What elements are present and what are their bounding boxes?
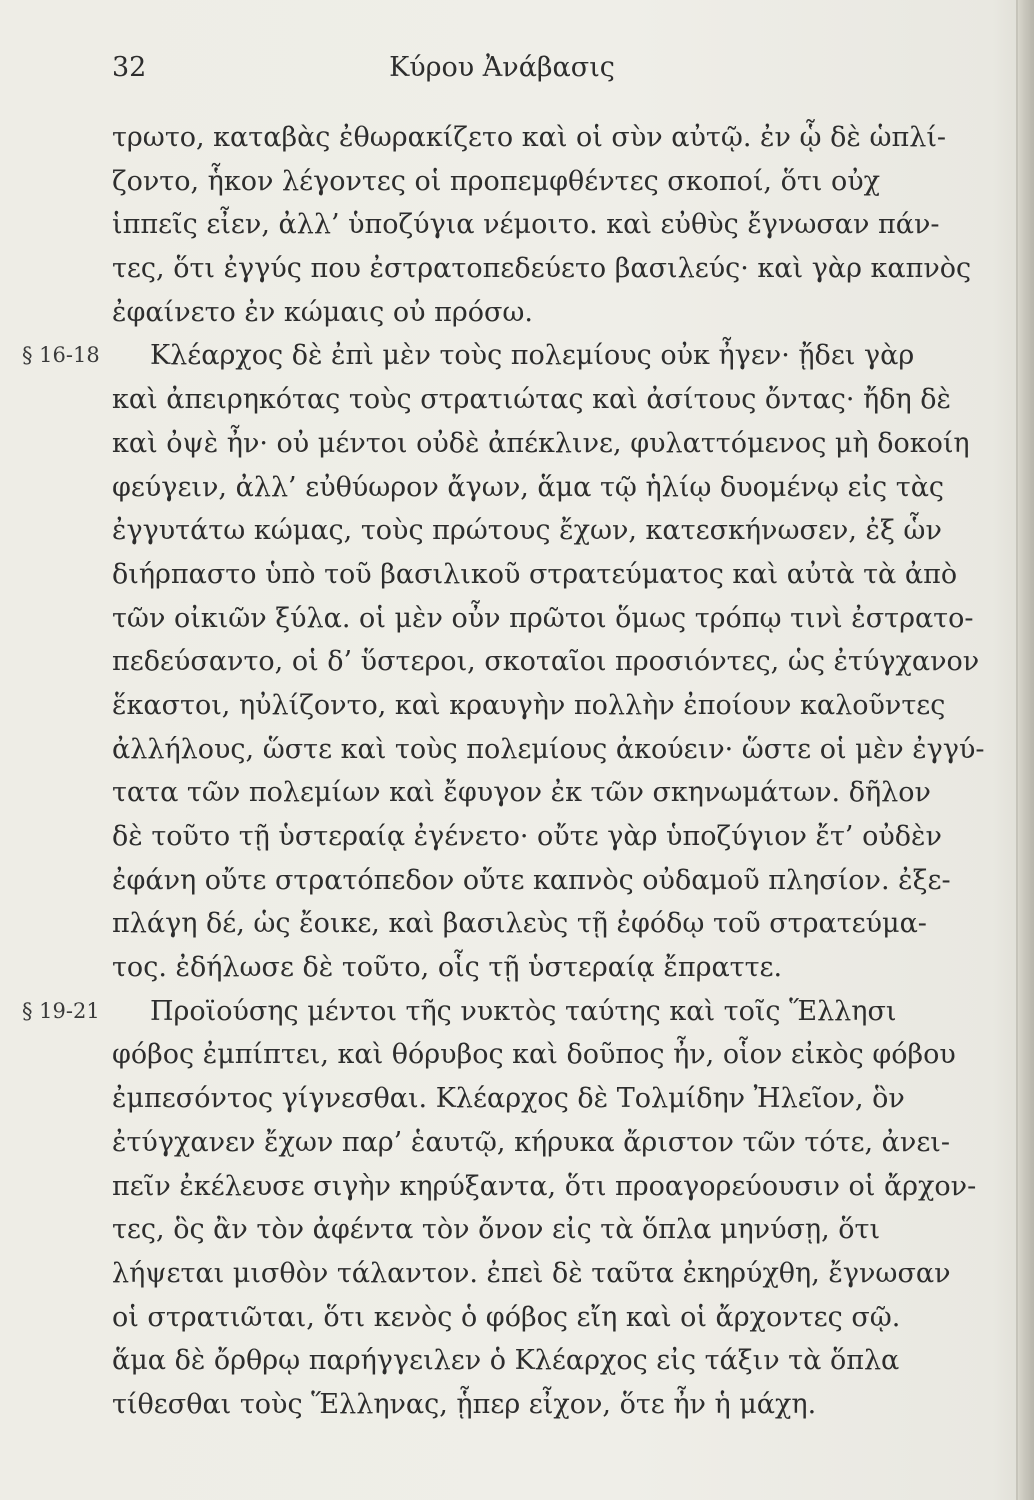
text-line [0, 334, 1000, 378]
line-text: καὶ ὀψὲ ἦν· οὐ μέντοι οὐδὲ ἀπέκλινε, φυλαττόμενος μὴ δοκοίη [112, 427, 970, 459]
page-number: 32 [112, 52, 147, 83]
text-line [0, 203, 1000, 247]
text-line [0, 291, 1000, 335]
text-line [0, 771, 1000, 815]
text-line [0, 116, 1000, 160]
line-text: ἐγγυτάτω κώμας, τοὺς πρώτους ἔχων, κατεσκήνωσεν, ἐξ ὧν [112, 515, 942, 547]
text-line [0, 422, 1000, 466]
line-text: ἐφάνη οὔτε στρατόπεδον οὔτε καπνὸς οὐδαμοῦ πλησίον. ἐξε- [112, 864, 951, 896]
line-text: τατα τῶν πολεμίων καὶ ἔφυγον ἐκ τῶν σκηνωμάτων. δῆλον [112, 777, 931, 809]
running-title: Κύρου Ἀνάβασις [389, 52, 615, 83]
line-text: τίθεσθαι τοὺς Ἕλληνας, ᾗπερ εἶχον, ὅτε ἦν ἡ μάχη. [112, 1388, 817, 1420]
line-text: τῶν οἰκιῶν ξύλα. οἱ μὲν οὖν πρῶτοι ὅμως τρόπῳ τινὶ ἐστρατο- [112, 602, 974, 634]
line-text: φόβος ἐμπίπτει, καὶ θόρυβος καὶ δοῦπος ἦν, οἷον εἰκὸς φόβου [112, 1039, 956, 1071]
text-line [0, 1252, 1000, 1296]
text-line [0, 684, 1000, 728]
line-text: καὶ ἀπειρηκότας τοὺς στρατιώτας καὶ ἀσίτους ὄντας· ἤδη δὲ [112, 384, 951, 416]
line-text: λήψεται μισθὸν τάλαντον. ἐπεὶ δὲ ταῦτα ἐκηρύχθη, ἔγνωσαν [112, 1257, 951, 1289]
line-text: Κλέαρχος δὲ ἐπὶ μὲν τοὺς πολεμίους οὐκ ἦγεν· ᾔδει γὰρ [150, 340, 915, 372]
line-text: τρωτο, καταβὰς ἐθωρακίζετο καὶ οἱ σὺν αὐτῷ. ἐν ᾧ δὲ ὡπλί- [112, 122, 947, 153]
text-line [0, 640, 1000, 684]
text-line [0, 1296, 1000, 1340]
text-line [0, 1033, 1000, 1077]
text-line [0, 859, 1000, 903]
line-text: φεύγειν, ἀλλ’ εὐθύωρον ἄγων, ἅμα τῷ ἡλίῳ δυομένῳ εἰς τὰς [112, 471, 945, 503]
text-line [0, 597, 1000, 641]
text-line [0, 160, 1000, 204]
text-line [0, 1339, 1000, 1383]
line-text: ἕκαστοι, ηὐλίζοντο, καὶ κραυγὴν πολλὴν ἐποίουν καλοῦντες [112, 689, 946, 721]
line-text: τος. ἐδήλωσε δὲ τοῦτο, οἷς τῇ ὑστεραίᾳ ἔπραττε. [112, 952, 783, 984]
text-line [0, 1383, 1000, 1427]
line-text: ἐμπεσόντος γίγνεσθαι. Κλέαρχος δὲ Τολμίδην Ἠλεῖον, ὃν [112, 1083, 905, 1115]
line-text: πεῖν ἐκέλευσε σιγὴν κηρύξαντα, ὅτι προαγορεύουσιν οἱ ἄρχον- [112, 1170, 977, 1202]
line-text: ζοντο, ἧκον λέγοντες οἱ προπεμφθέντες σκοποί, ὅτι οὐχ [112, 165, 880, 197]
section-marker: § 19-21 [22, 998, 100, 1023]
section-marker: § 16-18 [22, 343, 100, 368]
text-line [0, 990, 1000, 1034]
text-line [0, 509, 1000, 553]
text-line [0, 946, 1000, 990]
line-text: πλάγη δέ, ὡς ἔοικε, καὶ βασιλεὺς τῇ ἐφόδῳ τοῦ στρατεύμα- [112, 908, 927, 940]
text-line [0, 1121, 1000, 1165]
line-text: δὲ τοῦτο τῇ ὑστεραίᾳ ἐγένετο· οὔτε γὰρ ὑποζύγιον ἔτ’ οὐδὲν [112, 821, 942, 852]
text-line [0, 902, 1000, 946]
line-text: διήρπαστο ὑπὸ τοῦ βασιλικοῦ στρατεύματος καὶ αὐτὰ τὰ ἀπὸ [112, 558, 958, 590]
line-text: ἀλλήλους, ὥστε καὶ τοὺς πολεμίους ἀκούειν· ὥστε οἱ μὲν ἐγγύ- [112, 733, 985, 765]
text-line [0, 466, 1000, 510]
text-line [0, 728, 1000, 772]
text-line [0, 1077, 1000, 1121]
line-text: οἱ στρατιῶται, ὅτι κενὸς ὁ φόβος εἴη καὶ οἱ ἄρχοντες σῷ. [112, 1301, 901, 1333]
text-line [0, 378, 1000, 422]
line-text: Προϊούσης μέντοι τῆς νυκτὸς ταύτης καὶ τοῖς Ἕλλησι [150, 995, 897, 1027]
text-line [0, 553, 1000, 597]
line-text: ἐφαίνετο ἐν κώμαις οὐ πρόσω. [112, 296, 533, 328]
line-text: πεδεύσαντο, οἱ δ’ ὕστεροι, σκοταῖοι προσιόντες, ὡς ἐτύγχανον [112, 646, 980, 678]
line-text: τες, ὅτι ἐγγύς που ἐστρατοπεδεύετο βασιλεύς· καὶ γὰρ καπνὸς [112, 253, 972, 285]
line-text: ἱππεῖς εἶεν, ἀλλ’ ὑποζύγια νέμοιτο. καὶ εὐθὺς ἔγνωσαν πάν- [112, 209, 940, 241]
page-edge [1018, 0, 1034, 1500]
line-text: ἐτύγχανεν ἔχων παρ’ ἑαυτῷ, κήρυκα ἄριστον τῶν τότε, ἀνει- [112, 1126, 951, 1158]
body-text [0, 116, 1000, 1427]
page-header [112, 52, 892, 92]
text-line [0, 1165, 1000, 1209]
text-line [0, 815, 1000, 859]
line-text: ἅμα δὲ ὄρθρῳ παρήγγειλεν ὁ Κλέαρχος εἰς τάξιν τὰ ὅπλα [112, 1345, 900, 1377]
text-line [0, 1208, 1000, 1252]
text-line [0, 247, 1000, 291]
line-text: τες, ὃς ἂν τὸν ἀφέντα τὸν ὄνον εἰς τὰ ὅπλα μηνύσῃ, ὅτι [112, 1214, 881, 1246]
